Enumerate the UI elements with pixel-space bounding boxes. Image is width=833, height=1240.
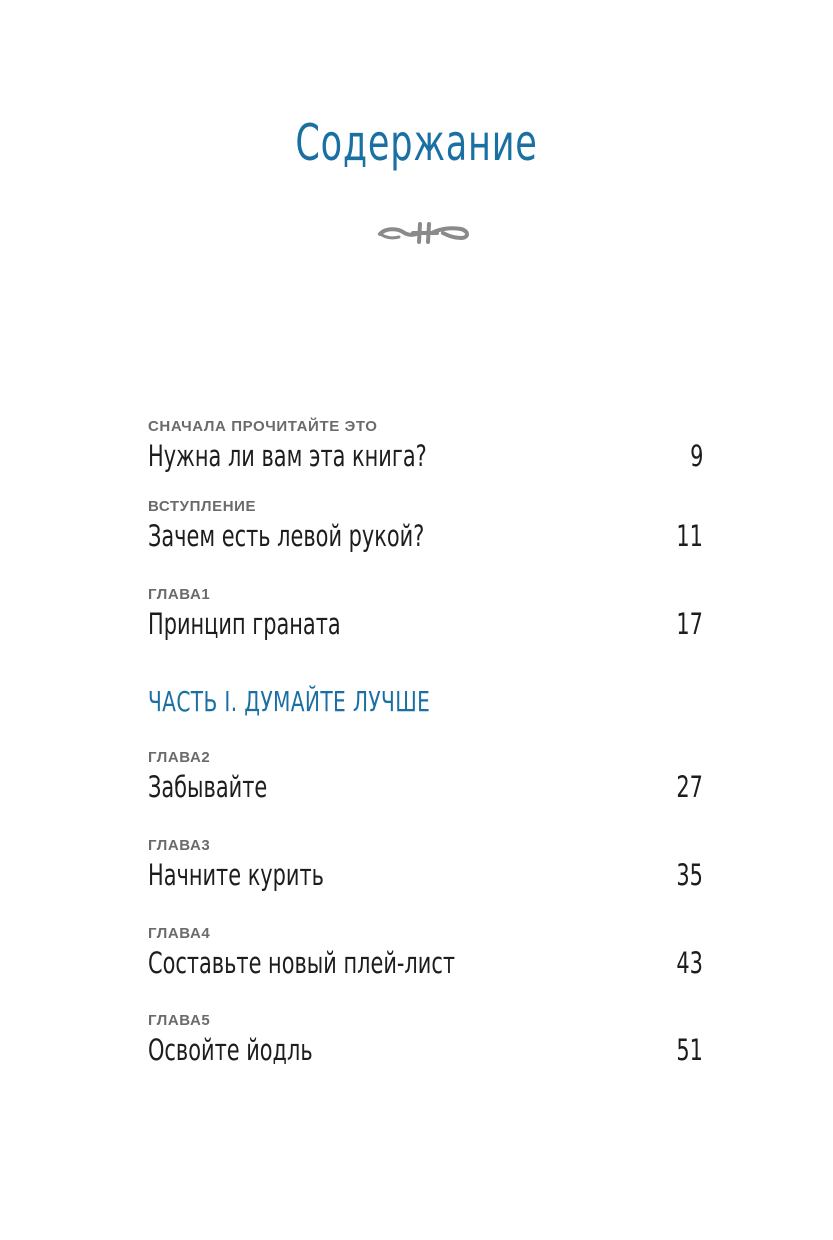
toc-entry[interactable]	[148, 837, 703, 925]
entry-section-label: ГЛАВА5	[148, 1012, 211, 1029]
entry-section-label: ГЛАВА3	[148, 837, 211, 854]
entry-title: Зачем есть левой рукой?	[148, 519, 425, 553]
flourish-divider-icon	[377, 218, 473, 246]
entry-title: Принцип граната	[148, 607, 341, 641]
toc-part[interactable]	[148, 682, 703, 749]
entry-title: Нужна ли вам эта книга?	[148, 439, 427, 473]
entry-page-number: 17	[676, 607, 703, 641]
entry-section-label: ГЛАВА1	[148, 586, 211, 603]
entry-title: Начните курить	[148, 858, 324, 892]
entry-title: Освойте йодль	[148, 1033, 313, 1067]
entry-section-label: ВСТУПЛЕНИЕ	[148, 498, 257, 515]
entry-title: Забывайте	[148, 770, 268, 804]
toc-entry[interactable]	[148, 418, 703, 498]
table-of-contents	[148, 418, 703, 1092]
entry-section-label: ГЛАВА2	[148, 749, 211, 766]
entry-page-number: 51	[676, 1033, 703, 1067]
entry-title: Составьте новый плей-лист	[148, 946, 455, 980]
entry-page-number: 35	[676, 858, 703, 892]
toc-entry[interactable]	[148, 586, 703, 682]
page-title: Содержание	[295, 114, 538, 172]
entry-page-number: 27	[676, 770, 703, 804]
entry-section-label: ГЛАВА4	[148, 925, 211, 942]
toc-entry[interactable]	[148, 925, 703, 1012]
entry-page-number: 43	[676, 946, 703, 980]
entry-page-number: 11	[676, 519, 703, 553]
entry-section-label: СНАЧАЛА ПРОЧИТАЙТЕ ЭТО	[148, 418, 378, 435]
part-heading: ЧАСТЬ I. ДУМАЙТЕ ЛУЧШЕ	[148, 685, 431, 718]
entry-page-number: 9	[689, 439, 703, 473]
toc-entry[interactable]	[148, 498, 703, 586]
toc-entry[interactable]	[148, 749, 703, 837]
toc-entry[interactable]	[148, 1012, 703, 1092]
